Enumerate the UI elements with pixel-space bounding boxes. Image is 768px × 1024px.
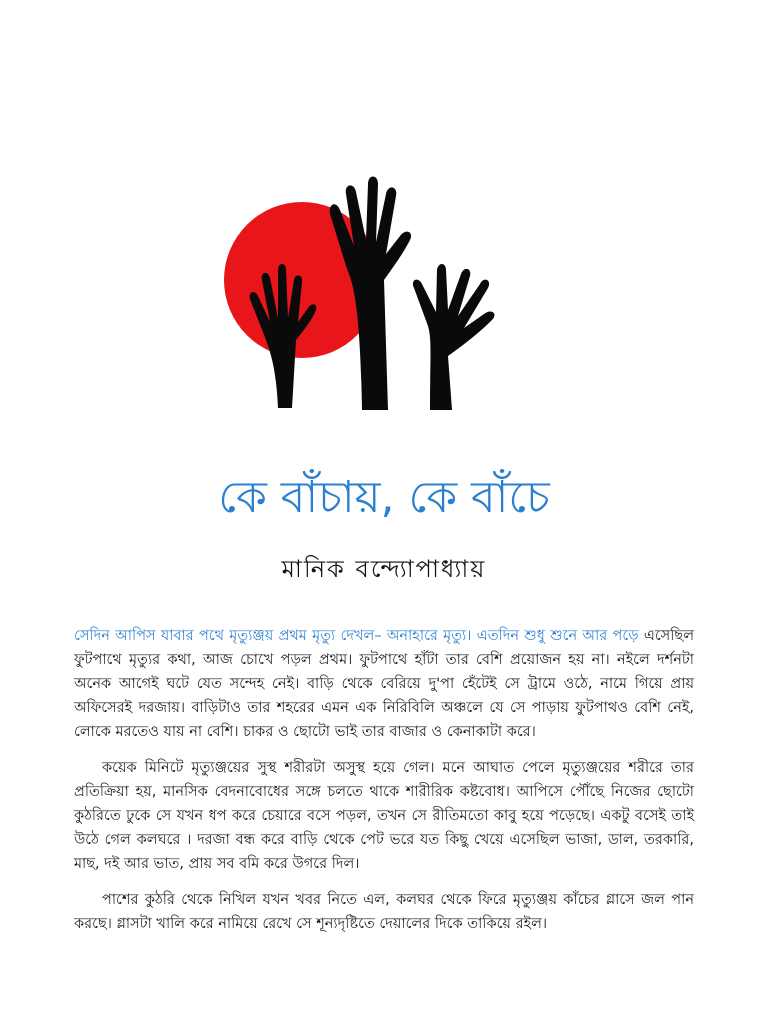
author-name: মানিক বন্দ্যোপাধ্যায় bbox=[281, 555, 487, 583]
right-hand-icon bbox=[413, 264, 495, 410]
story-title: কে বাঁচায়, কে বাঁচে bbox=[218, 472, 550, 523]
story-body bbox=[74, 624, 694, 948]
paragraph-1 bbox=[74, 624, 694, 744]
paragraph-3: পাশের কুঠরি থেকে নিখিল যখন খবর নিতে এল, কলঘর থেকে ফিরে মৃত্যুঞ্জয় কাঁচের গ্লাসে জল পান করছে। গ্লাসটা খালি করে নামিয়ে রেখে সে শূন্যদৃষ্টিতে দেয়ালের দিকে তাকিয়ে রইল। bbox=[74, 892, 694, 932]
paragraph-1-lead: সেদিন আপিস যাবার পথে মৃত্যুঞ্জয় প্রথম মৃত্যু দেখল– অনাহারে মৃত্যু। এতদিন শুধু শুনে আর পড়ে bbox=[74, 628, 639, 644]
paragraph-1-text: এসেছিল ফুটপাথে মৃত্যুর কথা, আজ চোখে পড়ল প্রথম। ফুটপাথে হাঁটা তার বেশি প্রয়োজন হয় না। নইলে দর্শনটা অনেক আগেই ঘটে যেত সন্দেহ নেই। বাড়ি থেকে বেরিয়ে দু'পা হেঁটেই সে ট্রামে ওঠে, নামে গিয়ে প্রায় অফিসেরই দরজায়। বাড়িটাও তার শহরের এমন এক নিরিবিলি অঞ্চলে যে সে পাড়ায় ফুটপাথও বেশি নেই, লোকে মরতেও যায় না বেশি। চাকর ও ছোটো ভাই তার বাজার ও কেনাকাটা করে। bbox=[74, 628, 694, 740]
raised-hands-icon bbox=[200, 170, 540, 430]
paragraph-2: কয়েক মিনিটে মৃত্যুঞ্জয়ের সুস্থ শরীরটা অসুস্থ হয়ে গেল। মনে আঘাত পেলে মৃত্যুঞ্জয়ের শরীরে তার প্রতিক্রিয়া হয়, মানসিক বেদনাবোধের সঙ্গে চলতে থাকে শারীরিক কষ্টবোধ। আপিসে পৌঁছে নিজের ছোটো কুঠরিতে ঢুকে সে যখন ধপ করে চেয়ারে বসে পড়ল, তখন সে রীতিমতো কাবু হয়ে পড়েছে। একটু বসেই তাই উঠে গেল কলঘরে । দরজা বন্ধ করে বাড়ি থেকে পেট ভরে যত কিছু খেয়ে এসেছিল ভাজা, ডাল, তরকারি, মাছ, দই আর ভাত, প্রায় সব বমি করে উগরে দিল। bbox=[74, 760, 694, 872]
